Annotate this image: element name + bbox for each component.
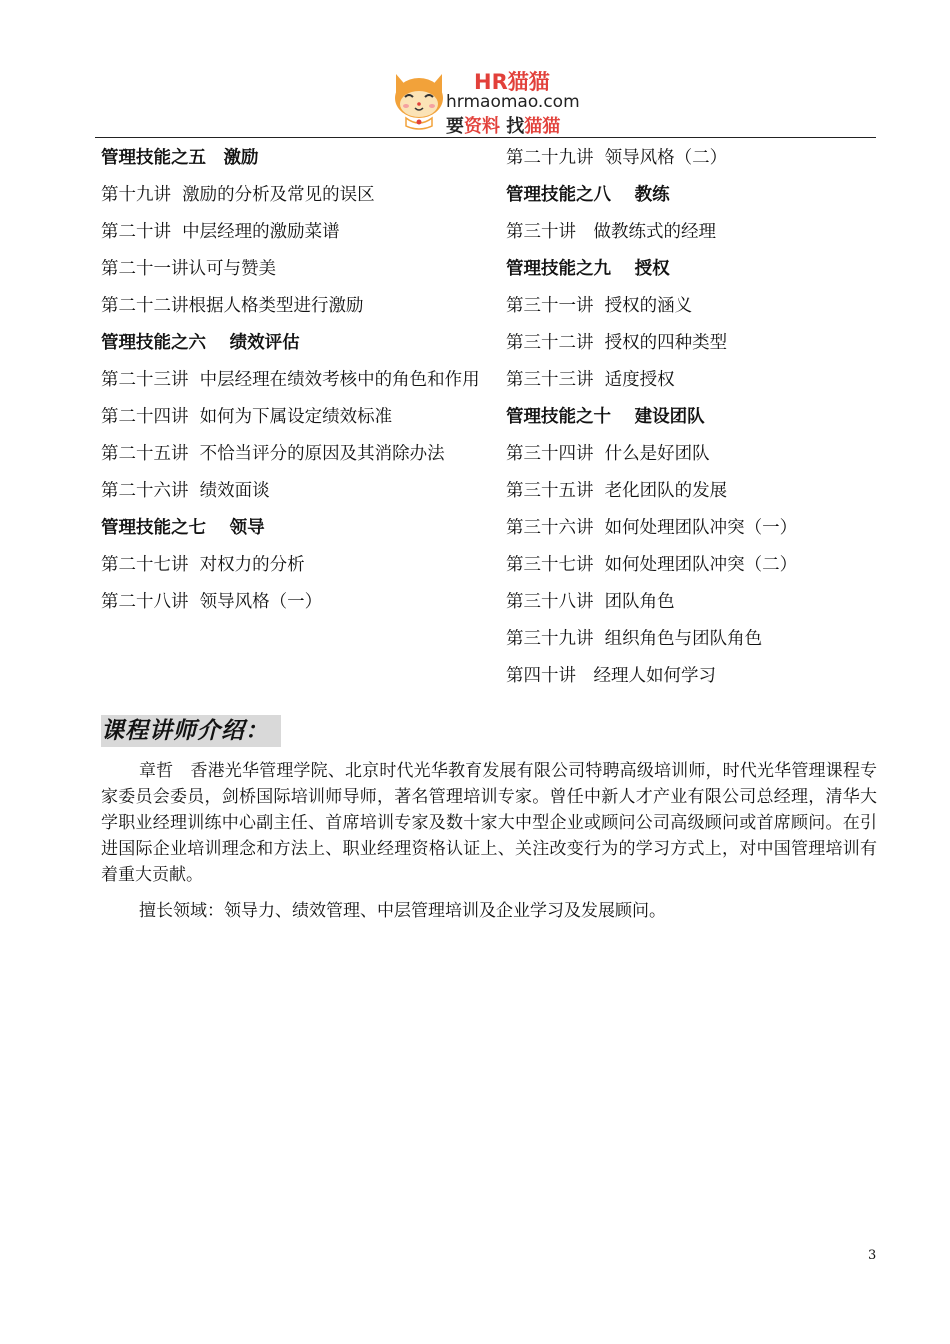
lecture-item: 第三十七讲 如何处理团队冲突（二）: [506, 555, 798, 575]
header-divider: [95, 137, 876, 138]
instructor-section-title: 课程讲师介绍：: [101, 715, 281, 747]
lecture-item: 第二十七讲 对权力的分析: [101, 555, 305, 575]
lecture-item: 第二十讲 中层经理的激励菜谱: [101, 222, 340, 242]
lecture-item: 第三十八讲 团队角色: [506, 592, 675, 612]
lecture-item: 第三十二讲 授权的四种类型: [506, 333, 728, 353]
section-heading: 管理技能之九 授权: [506, 259, 670, 279]
lecture-item: 第三十一讲 授权的涵义: [506, 296, 693, 316]
logo-site: hrmaomao.com: [446, 92, 580, 112]
lecture-item: 第二十四讲 如何为下属设定绩效标准: [101, 407, 393, 427]
lecture-item: 第二十九讲 领导风格（二）: [506, 148, 728, 168]
lecture-item: 第二十二讲根据人格类型进行激励: [101, 296, 364, 316]
page-header: [0, 62, 950, 138]
hrmaomao-logo: [388, 62, 598, 138]
slogan-mid: 找: [500, 116, 525, 137]
lecture-item: 第十九讲 激励的分析及常见的误区: [101, 185, 375, 205]
lecture-item: 第三十九讲 组织角色与团队角色: [506, 629, 763, 649]
slogan-red-1: 资料: [464, 116, 500, 137]
left-column: [101, 146, 481, 627]
logo-brand: HR猫猫: [474, 70, 550, 94]
cat-mascot-icon: [388, 68, 450, 134]
instructor-expertise: 擅长领域：领导力、绩效管理、中层管理培训及企业学习及发展顾问。: [139, 901, 666, 921]
lecture-item: 第三十五讲 老化团队的发展: [506, 481, 728, 501]
lecture-item: 第二十三讲 中层经理在绩效考核中的角色和作用: [101, 370, 480, 390]
lecture-item: 第二十六讲 绩效面谈: [101, 481, 270, 501]
lecture-item: 第三十三讲 适度授权: [506, 370, 675, 390]
page-number: 3: [868, 1248, 877, 1263]
lecture-item: 第三十讲 做教练式的经理: [506, 222, 716, 242]
lecture-item: 第三十六讲 如何处理团队冲突（一）: [506, 518, 798, 538]
section-heading: 管理技能之十 建设团队: [506, 407, 705, 427]
lecture-item: 第三十四讲 什么是好团队: [506, 444, 710, 464]
lecture-item: 第二十一讲认可与赞美: [101, 259, 276, 279]
section-heading: 管理技能之七 领导: [101, 518, 265, 538]
lecture-item: 第二十八讲 领导风格（一）: [101, 592, 323, 612]
slogan-prefix: 要: [446, 116, 464, 137]
lecture-item: 第四十讲 经理人如何学习: [506, 666, 716, 686]
slogan-red-2: 猫猫: [524, 116, 561, 137]
section-heading: 管理技能之八 教练: [506, 185, 670, 205]
logo-slogan: [446, 112, 560, 138]
instructor-bio: 章哲 香港光华管理学院、北京时代光华教育发展有限公司特聘高级培训师，时代光华管理课程专家委员会委员，剑桥国际培训师导师，著名管理培训专家。曾任中新人才产业有限公司总经理，清华大学职业经理训练中心副主任、首席培训专家及数十家大中型企业或顾问公司高级顾问或首席顾问。在引进国际企业培训理念和方法上、职业经理资格认证上、关注改变行为的学习方式上，对中国管理培训有着重大贡献。: [101, 761, 877, 885]
right-column: [506, 146, 886, 701]
section-heading: 管理技能之六 绩效评估: [101, 333, 300, 353]
section-heading: 管理技能之五 激励: [101, 148, 259, 168]
lecture-item: 第二十五讲 不恰当评分的原因及其消除办法: [101, 444, 445, 464]
